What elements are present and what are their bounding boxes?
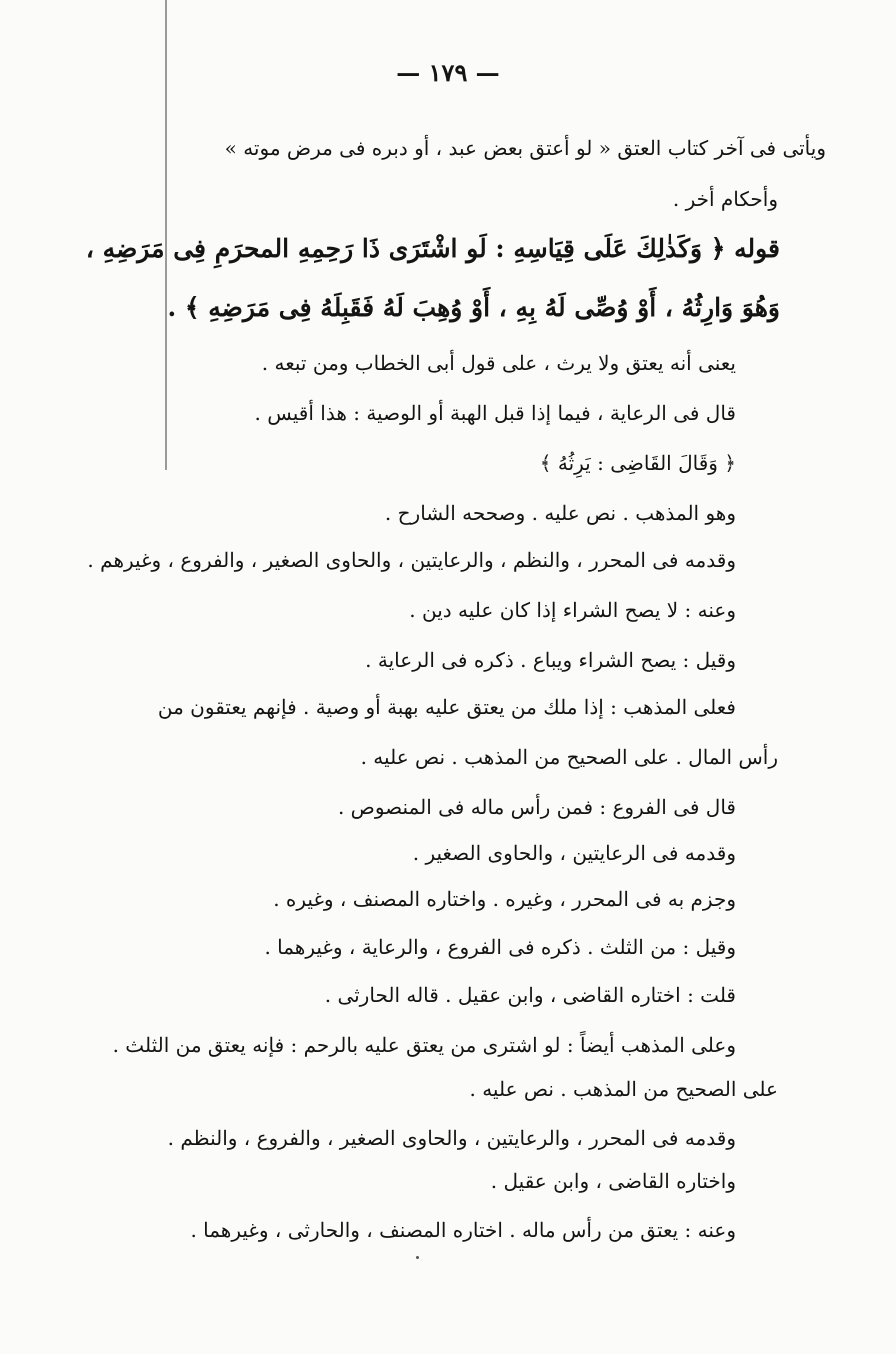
text-line: رأس المال . على الصحيح من المذهب . نص عليه . [360, 745, 778, 769]
text-line: قلت : اختاره القاضى ، وابن عقيل . قاله الحارثى . [324, 983, 736, 1007]
verse-line: وَهُوَ وَارِثُهُ ، أَوْ وُصِّى لَهُ بِهِ ، أَوْ وُهِبَ لَهُ فَقَبِلَهُ فِى مَرَضِهِ ﴾ . [167, 293, 780, 322]
text-line: وقيل : يصح الشراء ويباع . ذكره فى الرعاية . [365, 648, 736, 672]
page-number: — ١٧٩ — [396, 58, 500, 87]
text-line: على الصحيح من المذهب . نص عليه . [469, 1077, 778, 1101]
text-line: وقدمه فى الرعايتين ، والحاوى الصغير . [412, 841, 736, 865]
text-line: وقدمه فى المحرر ، والنظم ، والرعايتين ، والحاوى الصغير ، والفروع ، وغيرهم . [87, 548, 736, 572]
text-line: قال فى الرعاية ، فيما إذا قبل الهبة أو الوصية : هذا أقيس . [254, 401, 736, 425]
text-line: وجزم به فى المحرر ، وغيره . واختاره المصنف ، وغيره . [273, 887, 736, 911]
text-line: وعنه : يعتق من رأس ماله . اختاره المصنف ، والحارثى ، وغيرهما . [190, 1218, 736, 1242]
text-line: وقدمه فى المحرر ، والرعايتين ، والحاوى الصغير ، والفروع ، والنظم . [167, 1126, 736, 1150]
text-line: يعنى أنه يعتق ولا يرث ، على قول أبى الخطاب ومن تبعه . [261, 351, 736, 375]
text-line: فعلى المذهب : إذا ملك من يعتق عليه بهبة أو وصية . فإنهم يعتقون من [157, 695, 736, 719]
text-line: واختاره القاضى ، وابن عقيل . [490, 1169, 736, 1193]
text-line: قال فى الفروع : فمن رأس ماله فى المنصوص . [337, 795, 736, 819]
heading-line: ﴿ وَقَالَ القَاضِى : يَرِثُهُ ﴾ [539, 451, 736, 475]
text-line: ويأتى فى آخر كتاب العتق « لو أعتق بعض عبد ، أو دبره فى مرض موته » [224, 136, 826, 160]
signature-mark [416, 1256, 419, 1259]
text-line: وهو المذهب . نص عليه . وصححه الشارح . [384, 501, 736, 525]
text-line: وعنه : لا يصح الشراء إذا كان عليه دين . [409, 598, 736, 622]
verse-line: قوله ﴿ وَكَذٰلِكَ عَلَى قِيَاسِهِ : لَو اشْتَرَى ذَا رَحِمِهِ المحرَمِ فِى مَرَضِهِ ، [85, 234, 780, 263]
text-line: وعلى المذهب أيضاً : لو اشترى من يعتق عليه بالرحم : فإنه يعتق من الثلث . [112, 1033, 736, 1057]
text-line: وأحكام أخر . [672, 187, 778, 211]
text-line: وقيل : من الثلث . ذكره فى الفروع ، والرعاية ، وغيرهما . [264, 935, 736, 959]
